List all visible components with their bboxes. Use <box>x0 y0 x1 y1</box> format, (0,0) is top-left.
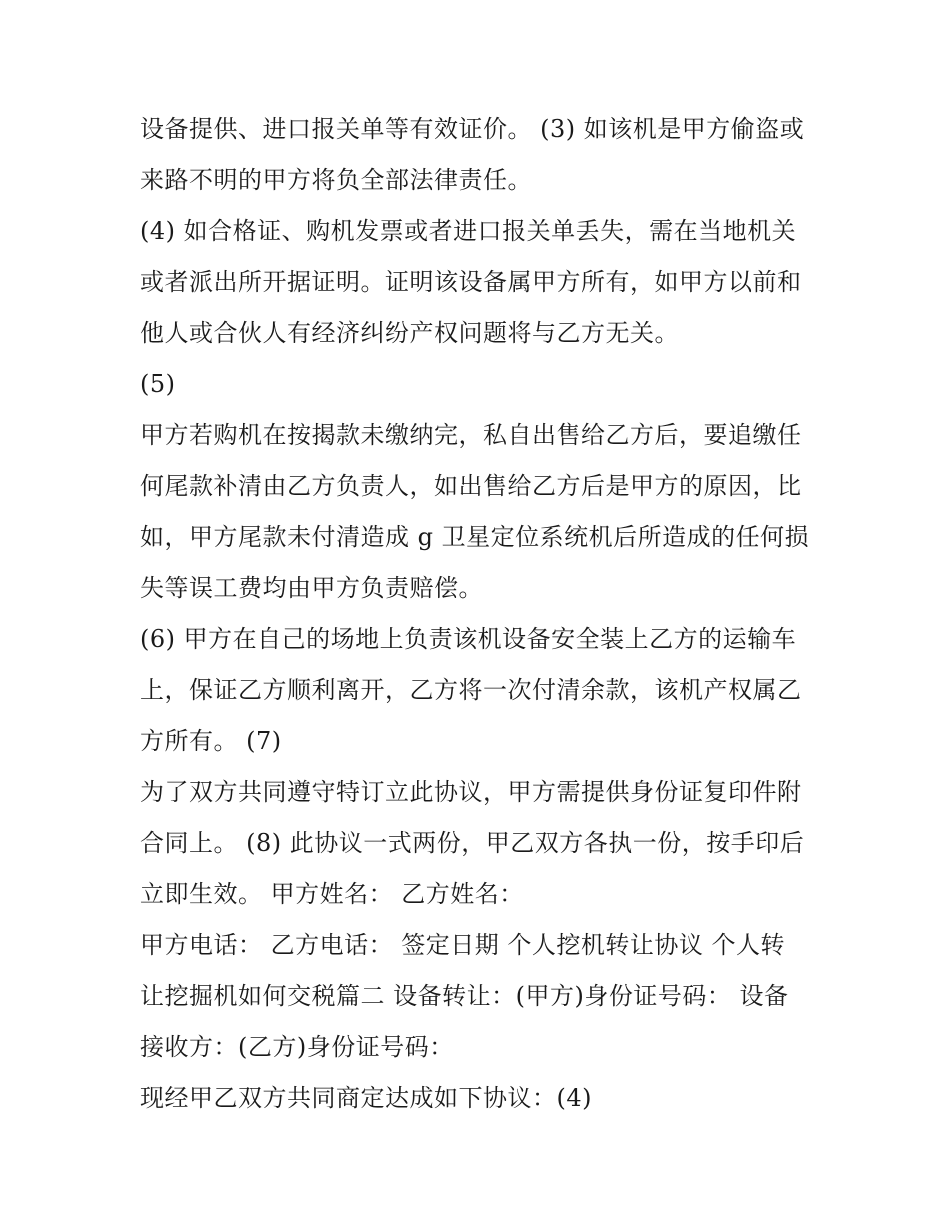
text-line: 方所有。 (7) <box>140 727 282 755</box>
document-body <box>140 104 820 1124</box>
text-line: (6) 甲方在自己的场地上负责该机设备安全装上乙方的运输车 <box>140 625 797 653</box>
text-line: 上，保证乙方顺利离开，乙方将一次付清余款，该机产权属乙 <box>140 676 802 704</box>
text-line: 甲方电话： 乙方电话： 签定日期 个人挖机转让协议 个人转 <box>140 931 786 959</box>
text-line: 甲方若购机在按揭款未缴纳完，私自出售给乙方后，要追缴任 <box>140 421 802 449</box>
text-line: (4) 如合格证、购机发票或者进口报关单丢失，需在当地机关 <box>140 217 797 245</box>
text-line: 或者派出所开据证明。证明该设备属甲方所有，如甲方以前和 <box>140 268 802 296</box>
text-line: 何尾款补清由乙方负责人，如出售给乙方后是甲方的原因，比 <box>140 472 802 500</box>
text-line: 他人或合伙人有经济纠纷产权问题将与乙方无关。 <box>140 319 679 347</box>
text-line: 接收方：(乙方)身份证号码： <box>140 1033 454 1061</box>
text-line: 设备提供、进口报关单等有效证价。 (3) 如该机是甲方偷盗或 <box>140 115 805 143</box>
text-line: 现经甲乙双方共同商定达成如下协议：(4) <box>140 1084 592 1112</box>
text-line: 让挖掘机如何交税篇二 设备转让：(甲方)身份证号码： 设备 <box>140 982 789 1010</box>
text-line: 为了双方共同遵守特订立此协议，甲方需提供身份证复印件附 <box>140 778 802 806</box>
text-line: 来路不明的甲方将负全部法律责任。 <box>140 166 532 194</box>
text-line: 立即生效。 甲方姓名： 乙方姓名： <box>140 880 524 908</box>
text-line: 失等误工费均由甲方负责赔偿。 <box>140 574 483 602</box>
text-line: 合同上。 (8) 此协议一式两份，甲乙双方各执一份，按手印后 <box>140 829 805 857</box>
text-line: (5) <box>140 370 176 398</box>
text-line: 如，甲方尾款未付清造成 g 卫星定位系统机后所造成的任何损 <box>140 523 810 551</box>
